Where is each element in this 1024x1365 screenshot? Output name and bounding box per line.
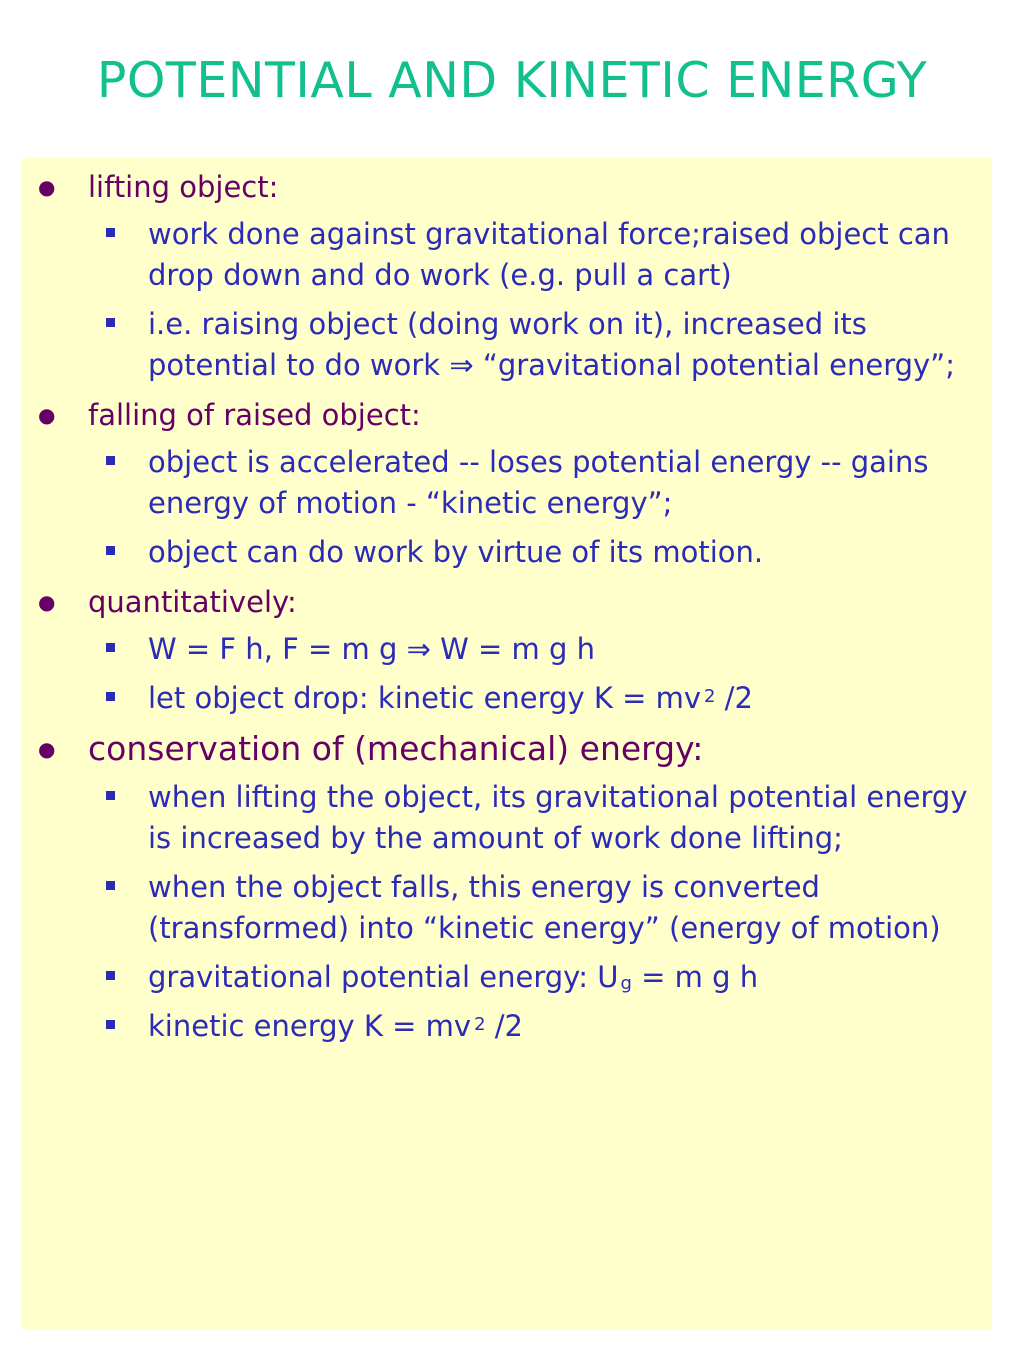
formula-text: = m g h	[631, 960, 759, 994]
content-box	[22, 158, 992, 1330]
section-heading: lifting object:	[88, 170, 279, 204]
formula-text: gravitational potential energy: U	[148, 960, 619, 994]
formula-text: /2	[715, 681, 753, 715]
bullet-square-icon	[106, 692, 115, 701]
bullet-square-icon	[106, 791, 115, 800]
list-item	[22, 777, 992, 859]
section-heading: quantitatively:	[88, 585, 297, 619]
bullet-square-icon	[106, 546, 115, 555]
list-item-quantitatively	[22, 583, 992, 621]
exponent: 2	[704, 686, 716, 707]
bullet-square-icon	[106, 228, 115, 237]
bullet-dot-icon: ●	[38, 403, 56, 427]
list-item	[22, 1006, 992, 1047]
list-item-falling	[22, 396, 992, 434]
bullet-dot-icon: ●	[38, 737, 56, 761]
bullet-square-icon	[106, 971, 115, 980]
bullet-square-icon	[106, 318, 115, 327]
bullet-dot-icon: ●	[38, 175, 56, 199]
item-text: object can do work by virtue of its motion.	[148, 535, 764, 569]
item-text: when lifting the object, its gravitational potential energy is increased by the amount of work done lifting;	[148, 780, 968, 855]
slide-title: POTENTIAL AND KINETIC ENERGY	[96, 52, 928, 109]
list-item-lifting	[22, 168, 992, 206]
section-heading: conservation of (mechanical) energy:	[88, 729, 704, 768]
list-item-conservation	[22, 729, 992, 769]
item-text: i.e. raising object (doing work on it), increased its potential to do work ⇒ “gravitational potential energy”;	[148, 307, 955, 382]
list-item	[22, 867, 992, 949]
list-item	[22, 678, 992, 719]
item-text: work done against gravitational force;raised object can drop down and do work (e.g. pull a cart)	[148, 217, 950, 292]
bullet-square-icon	[106, 456, 115, 465]
bullet-list	[22, 168, 992, 1047]
formula-text: let object drop: kinetic energy K = mv	[148, 681, 701, 715]
bullet-square-icon	[106, 643, 115, 652]
list-item	[22, 957, 992, 998]
list-item	[22, 304, 992, 386]
list-item	[22, 532, 992, 573]
item-text: when the object falls, this energy is converted (transformed) into “kinetic energy” (energy of motion)	[148, 870, 941, 945]
list-item	[22, 629, 992, 670]
formula-text: kinetic energy K = mv	[148, 1009, 472, 1043]
formula-text: /2	[485, 1009, 523, 1043]
item-text: W = F h, F = m g ⇒ W = m g h	[148, 632, 596, 666]
item-text: object is accelerated -- loses potential energy -- gains energy of motion - “kinetic energy”;	[148, 445, 929, 520]
section-heading: falling of raised object:	[88, 398, 421, 432]
bullet-dot-icon: ●	[38, 590, 56, 614]
exponent: 2	[474, 1014, 486, 1035]
list-item	[22, 214, 992, 296]
subscript: g	[620, 973, 632, 994]
list-item	[22, 442, 992, 524]
bullet-square-icon	[106, 881, 115, 890]
bullet-square-icon	[106, 1020, 115, 1029]
